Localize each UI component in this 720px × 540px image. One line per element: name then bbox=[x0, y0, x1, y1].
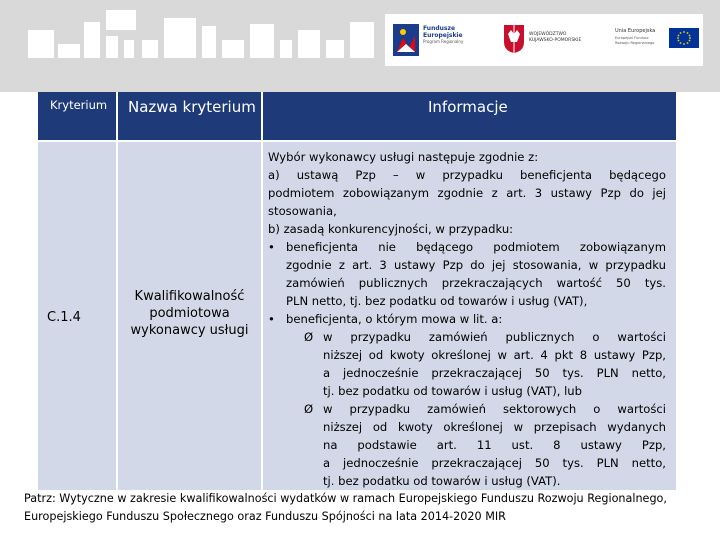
fundusze-line2: Europejskie bbox=[423, 32, 463, 39]
info-line: a jednocześnie przekraczającej 50 tys. PLN netto, bbox=[323, 456, 666, 470]
decor-block bbox=[142, 40, 158, 58]
ue-line2: Europejski Fundusz bbox=[615, 36, 649, 40]
bullet-icon: • bbox=[268, 312, 275, 326]
footer-line: Patrz: Wytyczne w zakresie kwalifikowalności wydatków w ramach Europejskiego Funduszu Rozwoju Regionalnego, bbox=[24, 492, 667, 505]
info-line: niższej od kwoty określonej w art. 4 pkt 8 ustawy Pzp, bbox=[323, 348, 666, 362]
info-line: tj. bez podatku od towarów i usług (VAT), lub bbox=[323, 384, 583, 398]
arrow-bullet-icon: Ø bbox=[304, 330, 314, 344]
decor-block bbox=[164, 18, 196, 58]
decor-block bbox=[280, 40, 292, 58]
fundusze-europejskie-logo bbox=[393, 22, 473, 58]
decor-block bbox=[326, 40, 344, 58]
info-line: a jednocześnie przekraczającej 50 tys. PLN netto, bbox=[323, 366, 666, 380]
fundusze-subtitle: Program Regionalny bbox=[423, 39, 464, 44]
cell-code bbox=[38, 142, 116, 490]
decor-block bbox=[28, 30, 54, 58]
region-line2: KUJAWSKO-POMORSKIE bbox=[529, 38, 582, 43]
footer-line: Europejskiego Funduszu Społecznego oraz Funduszu Spójności na lata 2014-2020 MIR bbox=[24, 510, 506, 523]
decor-block bbox=[202, 26, 216, 58]
unia-europejska-logo bbox=[615, 24, 699, 58]
info-line: zamówień publicznych przekraczających wartość 50 tys. bbox=[286, 276, 666, 290]
ue-name: Unia Europejska bbox=[615, 28, 656, 34]
logo-bar bbox=[385, 14, 703, 66]
info-line: beneficjenta nie będącego podmiotem zobowiązanym bbox=[286, 240, 666, 254]
info-line: beneficjenta, o którym mowa w lit. a: bbox=[286, 312, 503, 326]
region-shield-icon bbox=[503, 24, 525, 54]
header-nazwa-kryterium: Nazwa kryterium bbox=[128, 98, 256, 116]
info-line: na podstawie art. 11 ust. 8 ustawy Pzp, bbox=[323, 438, 666, 452]
decor-block bbox=[350, 22, 374, 58]
decor-block bbox=[58, 44, 80, 58]
decor-block bbox=[106, 10, 136, 30]
header-cell-informacje bbox=[263, 92, 676, 140]
header-informacje: Informacje bbox=[428, 98, 508, 116]
info-line: a) ustawą Pzp – w przypadku beneficjenta będącego bbox=[268, 168, 666, 182]
decor-block bbox=[222, 40, 244, 58]
info-line: b) zasadą konkurencyjności, w przypadku: bbox=[268, 222, 514, 236]
info-line: Wybór wykonawcy usługi następuje zgodnie z: bbox=[268, 150, 539, 164]
bullet-icon: • bbox=[268, 240, 275, 254]
info-bullet-line bbox=[268, 238, 666, 256]
info-bullet-line bbox=[268, 310, 666, 328]
criterion-name-line: wykonawcy usługi bbox=[130, 323, 249, 338]
decor-block bbox=[124, 40, 134, 58]
info-line: podmiotem zobowiązanym zgodnie z art. 3 ustawy Pzp do jej bbox=[268, 186, 666, 200]
criterion-code: C.1.4 bbox=[47, 310, 81, 325]
info-arrow-line bbox=[268, 400, 666, 418]
footer-note bbox=[24, 490, 704, 526]
fundusze-line1: Fundusze bbox=[423, 25, 456, 32]
fundusze-name bbox=[423, 25, 463, 39]
eu-flag-icon bbox=[669, 28, 699, 48]
info-line: w przypadku zamówień publicznych o wartości bbox=[323, 330, 666, 344]
info-line: tj. bez podatku od towarów i usług (VAT). bbox=[323, 474, 561, 488]
criterion-name bbox=[118, 288, 261, 339]
criterion-name-line: Kwalifikowalność bbox=[134, 289, 245, 304]
info-line: w przypadku zamówień sektorowych o wartości bbox=[323, 402, 666, 416]
info-arrow-line bbox=[268, 328, 666, 346]
info-line: niższej od kwoty określonej w przepisach wydanych bbox=[323, 420, 666, 434]
region-logo bbox=[503, 24, 613, 56]
criteria-table bbox=[38, 92, 676, 490]
decor-block bbox=[298, 30, 320, 58]
header-cell-nazwa bbox=[118, 92, 261, 140]
cell-info bbox=[263, 142, 676, 490]
header-band bbox=[0, 0, 720, 92]
region-name bbox=[529, 32, 613, 44]
cell-name bbox=[118, 142, 261, 490]
criterion-name-line: podmiotowa bbox=[149, 306, 230, 321]
info-line: PLN netto, tj. bez podatku od towarów i usług (VAT), bbox=[286, 294, 588, 308]
ue-line3: Rozwoju Regionalnego bbox=[615, 40, 655, 45]
region-line1: WOJEWÓDZTWO bbox=[529, 32, 567, 37]
fundusze-mark-icon bbox=[393, 24, 419, 56]
header-kryterium: Kryterium bbox=[50, 98, 108, 112]
decor-block bbox=[250, 24, 274, 58]
info-line: zgodnie z art. 3 ustawy Pzp do jej stosowania, w przypadku bbox=[286, 258, 666, 272]
info-line: stosowania, bbox=[268, 204, 337, 218]
decor-block bbox=[106, 36, 118, 58]
ue-subtitle bbox=[615, 36, 665, 45]
arrow-bullet-icon: Ø bbox=[304, 402, 314, 416]
criterion-info bbox=[268, 148, 666, 490]
decor-block bbox=[84, 22, 100, 58]
header-cell-kryterium bbox=[38, 92, 116, 140]
